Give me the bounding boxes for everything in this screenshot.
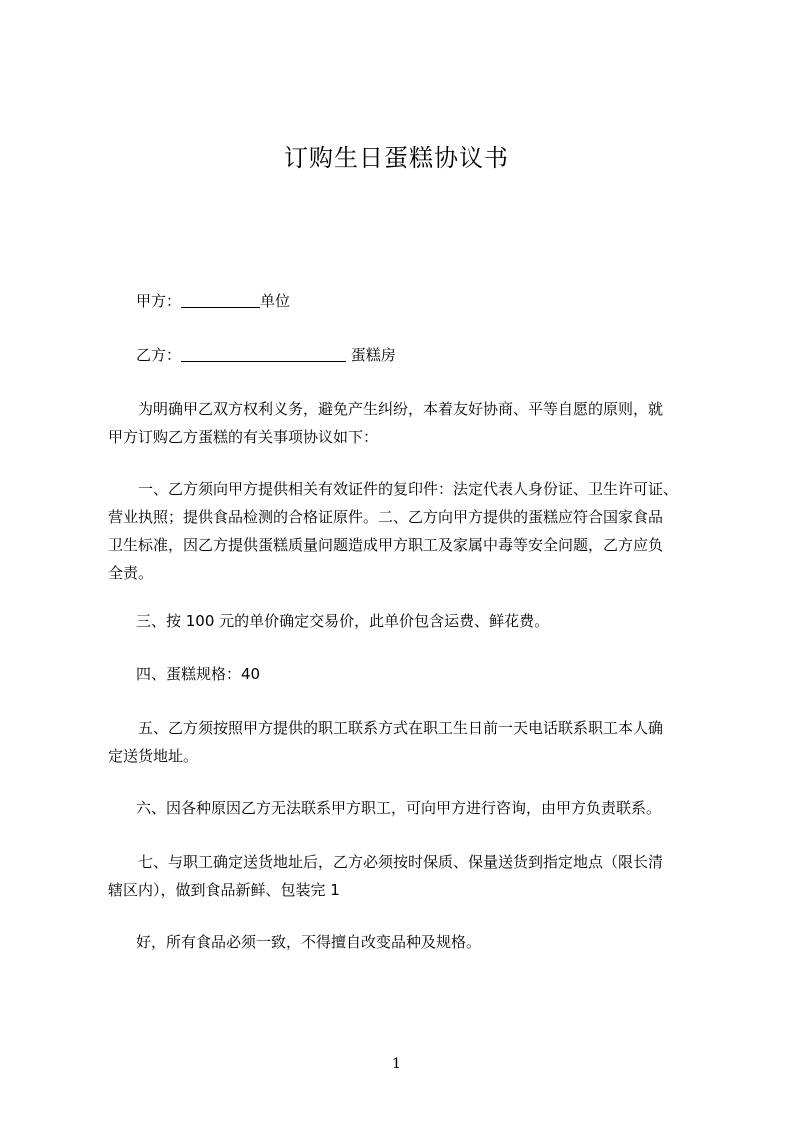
party-b-blank	[181, 346, 346, 362]
continuation-paragraph	[108, 928, 708, 956]
clause-line: 七、与职工确定送货地址后，乙方必须按时保质、保量送货到指定地点（限长清	[138, 853, 664, 871]
party-a-suffix: 单位	[260, 292, 291, 310]
clause-line: 全责。	[108, 564, 154, 582]
clause-1-2-paragraph	[108, 475, 708, 587]
party-a-label: 甲方：	[136, 292, 182, 310]
intro-line: 为明确甲乙双方权利义务，避免产生纠纷，本着友好协商、平等自愿的原则，就	[138, 400, 664, 418]
clause-5-paragraph	[108, 714, 708, 770]
clause-line: 三、按 100 元的单价确定交易价，此单价包含运费、鲜花费。	[136, 612, 550, 630]
party-b-label: 乙方：	[136, 346, 182, 364]
clause-4-paragraph	[108, 660, 708, 688]
clause-line: 营业执照；提供食品检测的合格证原件。二、乙方向甲方提供的蛋糕应符合国家食品	[108, 508, 664, 526]
intro-paragraph	[108, 395, 708, 451]
party-b-suffix: 蛋糕房	[346, 346, 396, 364]
clause-line: 好，所有食品必须一致，不得擅自改变品种及规格。	[136, 933, 482, 951]
party-b-line	[108, 341, 708, 369]
clause-6-paragraph	[108, 794, 708, 822]
clause-line: 辖区内），做到食品新鲜、包装完 1	[108, 881, 340, 899]
page-number: 1	[392, 1056, 401, 1072]
party-a-blank	[181, 292, 260, 308]
party-a-line	[108, 287, 708, 315]
clause-line: 一、乙方须向甲方提供相关有效证件的复印件：法定代表人身份证、卫生许可证、	[138, 480, 679, 498]
clause-line: 四、蛋糕规格：40	[136, 665, 261, 683]
clause-line: 卫生标准，因乙方提供蛋糕质量问题造成甲方职工及家属中毒等安全问题，乙方应负	[108, 536, 664, 554]
clause-line: 五、乙方须按照甲方提供的职工联系方式在职工生日前一天电话联系职工本人确	[138, 719, 664, 737]
clause-3-paragraph	[108, 607, 708, 635]
intro-line: 甲方订购乙方蛋糕的有关事项协议如下：	[108, 428, 379, 446]
clause-line: 六、因各种原因乙方无法联系甲方职工，可向甲方进行咨询，由甲方负责联系。	[136, 799, 662, 817]
document-title: 订购生日蛋糕协议书	[284, 144, 509, 172]
clause-7-paragraph	[108, 848, 708, 904]
clause-line: 定送货地址。	[108, 747, 199, 765]
